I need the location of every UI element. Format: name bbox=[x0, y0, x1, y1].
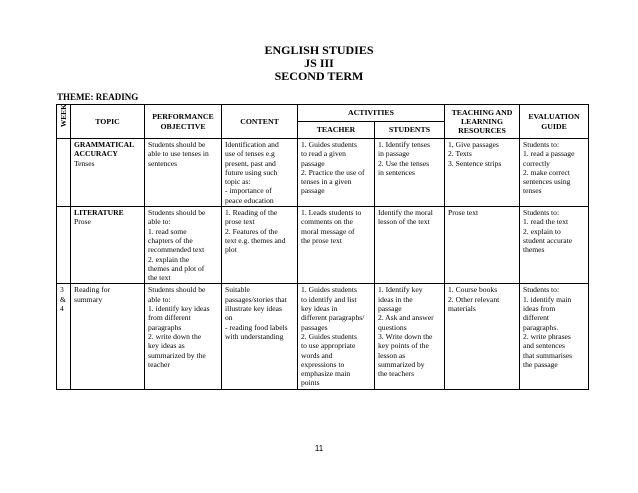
evaluation-line: different bbox=[523, 313, 550, 323]
teacher-line: 1. Guides students bbox=[301, 140, 357, 149]
teacher-cell bbox=[298, 139, 375, 207]
table-row bbox=[57, 207, 589, 284]
content-line: present, past and bbox=[225, 158, 276, 168]
topic-header: TOPIC bbox=[71, 105, 145, 139]
students-line: in passage bbox=[378, 149, 410, 159]
teacher-line: passage bbox=[301, 186, 325, 196]
teacher-line: comments on the bbox=[301, 217, 353, 227]
evaluation-line: the passage bbox=[523, 359, 558, 369]
teacher-line: emphasize main bbox=[301, 369, 351, 379]
content-line: 2. Features of the bbox=[225, 226, 278, 236]
teacher-line: 2. Guides students bbox=[301, 331, 357, 341]
objective-line: able to: bbox=[148, 217, 171, 227]
objective-line: able to: bbox=[148, 294, 171, 304]
resources-line: 1. Course books bbox=[448, 285, 498, 295]
topic-line: LITERATURE bbox=[74, 208, 124, 218]
objective-line: chapters of the bbox=[148, 235, 193, 245]
content-header: CONTENT bbox=[222, 105, 298, 139]
students-cell bbox=[375, 284, 445, 389]
topic-line: Tenses bbox=[74, 158, 95, 168]
students-line: 1. Identify tenses bbox=[378, 140, 431, 149]
content-line: topic as: bbox=[225, 177, 251, 187]
evaluation-line: and sentences bbox=[523, 341, 565, 351]
objective-line: themes and plot of bbox=[148, 263, 205, 273]
evaluation-line: Students to: bbox=[523, 208, 560, 218]
content-line: peace education bbox=[225, 195, 274, 205]
week-line: & bbox=[60, 294, 66, 304]
students-line: 3. Write down the bbox=[378, 331, 433, 341]
students-line: 1. Identify key bbox=[378, 285, 423, 295]
resources-line: 1, Give passages bbox=[448, 140, 499, 149]
theme-label: THEME: READING bbox=[57, 92, 139, 102]
resources-line: 3. Sentence strips bbox=[448, 158, 502, 168]
content-line: - reading food labels bbox=[225, 322, 288, 332]
teacher-line: key ideas in bbox=[301, 304, 338, 314]
week-line: 3 bbox=[60, 285, 64, 295]
students-cell bbox=[375, 139, 445, 207]
activities-header: ACTIVITIES bbox=[298, 105, 445, 122]
evaluation-line: sentences using bbox=[523, 177, 571, 187]
evaluation-line: student accurate bbox=[523, 235, 573, 245]
content-line: prose text bbox=[225, 217, 255, 227]
objective-line: recommended text bbox=[148, 245, 205, 255]
students-line: 2. Use the tenses bbox=[378, 158, 430, 168]
topic-line: Reading for bbox=[74, 285, 111, 295]
topic-line: summary bbox=[74, 294, 103, 304]
content-line: Suitable bbox=[225, 285, 250, 295]
students-line: ideas in the bbox=[378, 294, 413, 304]
objective-line: sentences bbox=[148, 158, 178, 168]
objective-line: 1. identify key ideas bbox=[148, 304, 210, 314]
evaluation-line: correctly bbox=[523, 158, 550, 168]
students-line: 2. Ask and answer bbox=[378, 313, 434, 323]
students-line: summarized by bbox=[378, 359, 425, 369]
scheme-of-work-table bbox=[56, 104, 589, 390]
objective-line: 1. read some bbox=[148, 226, 187, 236]
objective-line: 2. write down the bbox=[148, 331, 202, 341]
teacher-line: different paragraphs/ bbox=[301, 313, 365, 323]
objective-line: paragraphs bbox=[148, 322, 182, 332]
content-line: use of tenses e.g bbox=[225, 149, 275, 159]
objective-cell bbox=[145, 139, 222, 207]
topic-cell bbox=[71, 284, 145, 389]
content-cell bbox=[222, 139, 298, 207]
content-line: future using such bbox=[225, 167, 278, 177]
teacher-line: to use appropriate bbox=[301, 341, 356, 351]
subject-title: ENGLISH STUDIES bbox=[264, 43, 374, 57]
teacher-header: TEACHER bbox=[298, 122, 375, 139]
content-cell bbox=[222, 284, 298, 389]
evaluation-line: 1. identify main bbox=[523, 294, 572, 304]
objective-line: summarized by the bbox=[148, 350, 206, 360]
objective-line: 2. explain the bbox=[148, 254, 190, 264]
students-line: the teachers bbox=[378, 369, 415, 379]
resources-cell bbox=[445, 284, 520, 389]
content-line: - importance of bbox=[225, 186, 272, 196]
students-line: lesson as bbox=[378, 350, 406, 360]
objective-line: the text bbox=[148, 273, 171, 283]
topic-line: GRAMMATICAL bbox=[74, 140, 135, 149]
objective-line: Students should be bbox=[148, 285, 206, 295]
resources-cell bbox=[445, 207, 520, 284]
evaluation-line: 1. read a passage bbox=[523, 149, 575, 159]
week-cell bbox=[57, 207, 71, 284]
students-line: passage bbox=[378, 304, 402, 314]
evaluation-line: 2. make correct bbox=[523, 167, 571, 177]
students-header: STUDENTS bbox=[375, 122, 445, 139]
content-line: with understanding bbox=[225, 331, 284, 341]
resources-cell bbox=[445, 139, 520, 207]
teacher-line: to read a given bbox=[301, 149, 346, 159]
students-line: in sentences bbox=[378, 167, 415, 177]
evaluation-line: tenses bbox=[523, 186, 542, 196]
resources-line: 2. Texts bbox=[448, 149, 472, 159]
class-title: JS III bbox=[304, 56, 334, 70]
evaluation-line: paragraphs. bbox=[523, 322, 559, 332]
teacher-line: points bbox=[301, 378, 320, 388]
objective-header: PERFORMANCE OBJECTIVE bbox=[145, 105, 222, 139]
evaluation-cell bbox=[520, 139, 589, 207]
teacher-line: passages bbox=[301, 322, 328, 332]
topic-line: ACCURACY bbox=[74, 149, 118, 159]
teacher-line: 1. Guides students bbox=[301, 285, 357, 295]
content-line: text e.g. themes and bbox=[225, 235, 286, 245]
resources-line: 2. Other relevant bbox=[448, 294, 500, 304]
objective-line: from different bbox=[148, 313, 191, 323]
evaluation-cell bbox=[520, 284, 589, 389]
teacher-line: tenses in a given bbox=[301, 177, 352, 187]
objective-line: Students should be bbox=[148, 208, 206, 218]
teacher-line: 1. Leads students to bbox=[301, 208, 362, 218]
topic-line: Prose bbox=[74, 217, 91, 227]
evaluation-line: 2. write phrases bbox=[523, 331, 571, 341]
students-cell bbox=[375, 207, 445, 284]
teacher-line: to identify and list bbox=[301, 294, 357, 304]
evaluation-line: Students to: bbox=[523, 140, 560, 149]
teacher-line: expressions to bbox=[301, 359, 345, 369]
evaluation-header: EVALUATION GUIDE bbox=[520, 105, 589, 139]
students-line: questions bbox=[378, 322, 407, 332]
evaluation-line: 1. read the text bbox=[523, 217, 569, 227]
objective-line: teacher bbox=[148, 359, 170, 369]
objective-cell bbox=[145, 284, 222, 389]
evaluation-line: themes bbox=[523, 245, 545, 255]
page-title bbox=[0, 44, 638, 83]
topic-cell bbox=[71, 207, 145, 284]
page-number: 11 bbox=[314, 444, 324, 453]
week-cell bbox=[57, 284, 71, 389]
teacher-cell bbox=[298, 207, 375, 284]
week-line: 4 bbox=[60, 304, 64, 314]
content-cell bbox=[222, 207, 298, 284]
topic-cell bbox=[71, 139, 145, 207]
teacher-line: moral message of bbox=[301, 226, 355, 236]
students-line: key points of the bbox=[378, 341, 429, 351]
table-row bbox=[57, 284, 589, 389]
teacher-line: 2. Practice the use of bbox=[301, 167, 365, 177]
resources-header: TEACHING AND LEARNING RESOURCES bbox=[445, 105, 520, 139]
evaluation-line: Students to: bbox=[523, 285, 560, 295]
teacher-cell bbox=[298, 284, 375, 389]
students-line: Identify the moral bbox=[378, 208, 433, 218]
teacher-line: the prose text bbox=[301, 235, 342, 245]
content-line: 1. Reading of the bbox=[225, 208, 278, 218]
evaluation-line: ideas from bbox=[523, 304, 556, 314]
objective-cell bbox=[145, 207, 222, 284]
students-line: lesson of the text bbox=[378, 217, 430, 227]
content-line: passages/stories that bbox=[225, 294, 287, 304]
term-title: SECOND TERM bbox=[274, 69, 364, 83]
evaluation-line: that summarises bbox=[523, 350, 573, 360]
resources-line: materials bbox=[448, 304, 476, 314]
objective-line: able to use tenses in bbox=[148, 149, 209, 159]
content-line: plot bbox=[225, 245, 237, 255]
teacher-line: words and bbox=[301, 350, 333, 360]
table-row bbox=[57, 139, 589, 207]
content-line: Identification and bbox=[225, 140, 279, 149]
evaluation-cell bbox=[520, 207, 589, 284]
objective-line: key ideas as bbox=[148, 341, 185, 351]
resources-line: Prose text bbox=[448, 208, 479, 218]
content-line: on bbox=[225, 313, 233, 323]
evaluation-line: 2. explain to bbox=[523, 226, 561, 236]
teacher-line: passage bbox=[301, 158, 325, 168]
objective-line: Students should be bbox=[148, 140, 206, 149]
content-line: illustrate key ideas bbox=[225, 304, 282, 314]
week-cell bbox=[57, 139, 71, 207]
week-header: WEEK bbox=[57, 105, 71, 139]
